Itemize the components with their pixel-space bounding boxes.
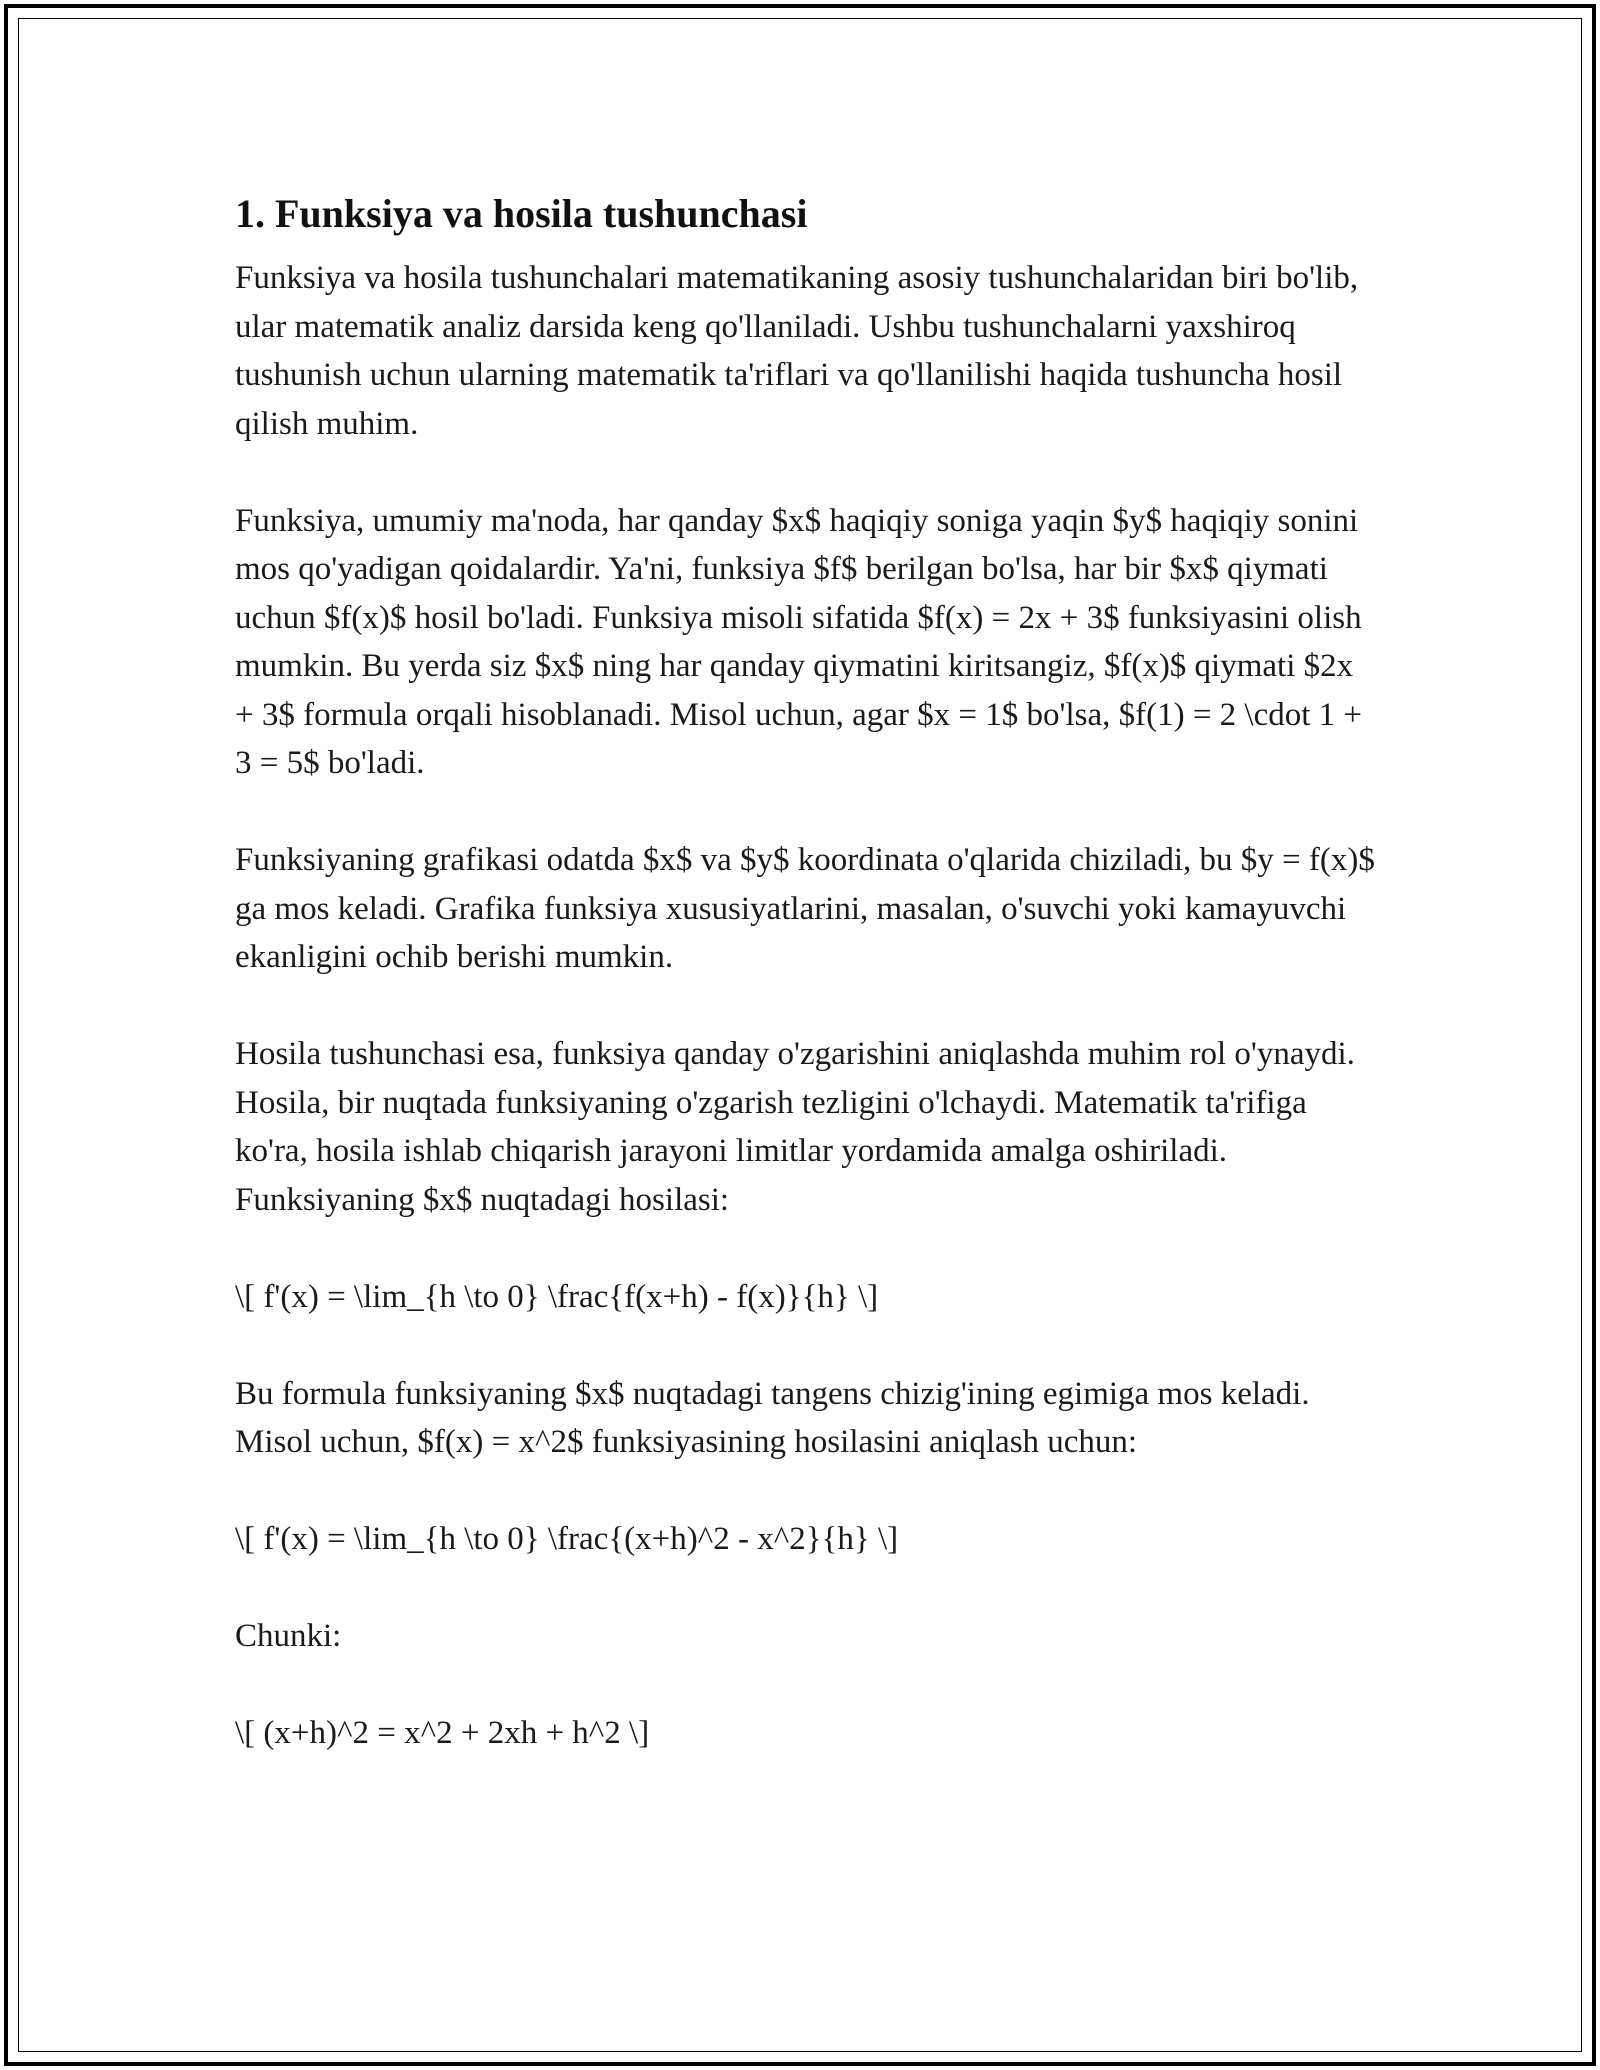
formula-x-squared-limit: \[ f'(x) = \lim_{h \to 0} \frac{(x+h)^2 - x^2}{h} \] — [235, 1521, 899, 1557]
paragraph-because: Chunki: — [235, 1618, 342, 1654]
formula-derivative-limit: \[ f'(x) = \lim_{h \to 0} \frac{f(x+h) - f(x)}{h} \] — [235, 1278, 879, 1315]
paragraph-tangent-example: Bu formula funksiyaning $x$ nuqtadagi tangens chizig'ining egimiga mos keladi. Misol uchun, $f(x) = x^2$ funksiyasining hosilasini aniqlash uchun: — [235, 1375, 1310, 1460]
paragraph-derivative-definition: Hosila tushunchasi esa, funksiya qanday o'zgarishini aniqlashda muhim rol o'ynaydi. Hosila, bir nuqtada funksiyaning o'zgarish tezligini o'lchaydi. Matematik ta'rifiga ko'ra, hosila ishlab chiqarish jarayoni limitlar yordamida amalga oshiriladi. Funksiyaning $x$ nuqtadagi hosilasi: — [235, 1036, 1355, 1218]
paragraph-intro: Funksiya va hosila tushunchalari matematikaning asosiy tushunchalaridan biri bo'lib, ular matematik analiz darsida keng qo'llaniladi. Ushbu tushunchalarni yaxshiroq tushunish uchun ularning matematik ta'riflari va qo'llanilishi haqida tushuncha hosil qilish muhim. — [235, 260, 1359, 442]
document-body — [235, 186, 1375, 1806]
section-heading: 1. Funksiya va hosila tushunchasi — [235, 191, 808, 236]
paragraph-function-graph: Funksiyaning grafikasi odatda $x$ va $y$ koordinata o'qlarida chiziladi, bu $y = f(x)$ ga mos keladi. Grafika funksiya xususiyatlarini, masalan, o'suvchi yoki kamayuvchi ekanligini ochib berishi mumkin. — [235, 842, 1375, 975]
formula-binomial-expansion: \[ (x+h)^2 = x^2 + 2xh + h^2 \] — [235, 1715, 650, 1751]
paragraph-function-definition: Funksiya, umumiy ma'noda, har qanday $x$ haqiqiy soniga yaqin $y$ haqiqiy sonini mos qo'yadigan qoidalardir. Ya'ni, funksiya $f$ berilgan bo'lsa, har bir $x$ qiymati uchun $f(x)$ hosil bo'ladi. Funksiya misoli sifatida $f(x) = 2x + 3$ funksiyasini olish mumkin. Bu yerda siz $x$ ning har qanday qiymatini kiritsangiz, $f(x)$ qiymati $2x + 3$ formula orqali hisoblanadi. Misol uchun, agar $x = 1$ bo'lsa, $f(1) = 2 \cdot 1 + 3 = 5$ bo'ladi. — [235, 502, 1363, 781]
